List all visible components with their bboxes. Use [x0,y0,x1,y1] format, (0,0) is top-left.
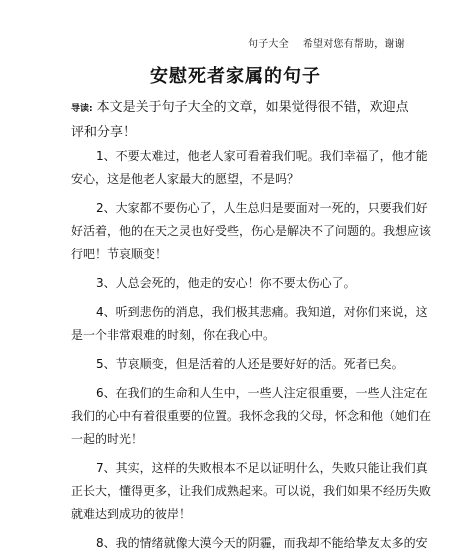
paragraph-2-line-2: 好活着，他的在天之灵也好受些，伤心是解决不了问题的。我想应该 [71,224,432,238]
paragraph-7-line-1: 7、其实，这样的失败根本不足以证明什么，失败只能让我们真 [96,461,428,475]
paragraph-2-line-1: 2、大家都不要伤心了，人生总归是要面对一死的，只要我们好 [96,201,428,215]
intro-line-2: 评和分享！ [71,125,137,140]
paragraph-6-line-3: 一起的时光！ [71,432,144,446]
intro-label: 导读: [71,104,93,114]
paragraph-7-line-2: 正长大，懂得更多，让我们成熟起来。可以说，我们如果不经历失败 [71,484,432,498]
header-left: 句子大全 [248,39,289,50]
paragraph-4-line-2: 是一个非常艰难的时刻，你在我心中。 [71,328,276,342]
paragraph-3-line-1: 3、人总会死的，他走的安心！你不要太伤心了。 [96,276,356,290]
paragraph-1-line-2: 安心，这是他老人家最大的愿望，不是吗？ [71,172,300,186]
header-right: 希望对您有帮助，谢谢 [302,39,405,50]
paragraph-4-line-1: 4、听到悲伤的消息，我们极其悲痛。我知道，对你们来说，这 [96,305,428,319]
page-header [248,35,405,50]
paragraph-8-line-1: 8、我的情绪就像大漠今天的阴霾，而我却不能给挚友太多的安 [96,536,428,550]
paragraph-2-line-3: 行吧！节哀顺变！ [71,247,168,261]
paragraph-6-line-2: 我们的心中有着很重要的位置。我怀念我的父母，怀念和他（她们在 [71,409,432,423]
article-body [71,145,432,555]
page-title: 安慰死者家属的句子 [150,66,321,87]
paragraph-5-line-1: 5、节哀顺变，但是活着的人还是要好好的活。死者已矣。 [96,357,404,371]
paragraph-6-line-1: 6、在我们的生命和人生中，一些人注定很重要，一些人注定在 [96,386,428,400]
paragraph-1-line-1: 1、不要太难过，他老人家可看着我们呢。我们幸福了，他才能 [96,149,428,163]
intro-paragraph [71,96,411,144]
paragraph-7-line-3: 就难达到成功的彼岸！ [71,507,192,521]
intro-line-1: 本文是关于句子大全的文章，如果觉得很不错，欢迎点 [96,100,409,115]
